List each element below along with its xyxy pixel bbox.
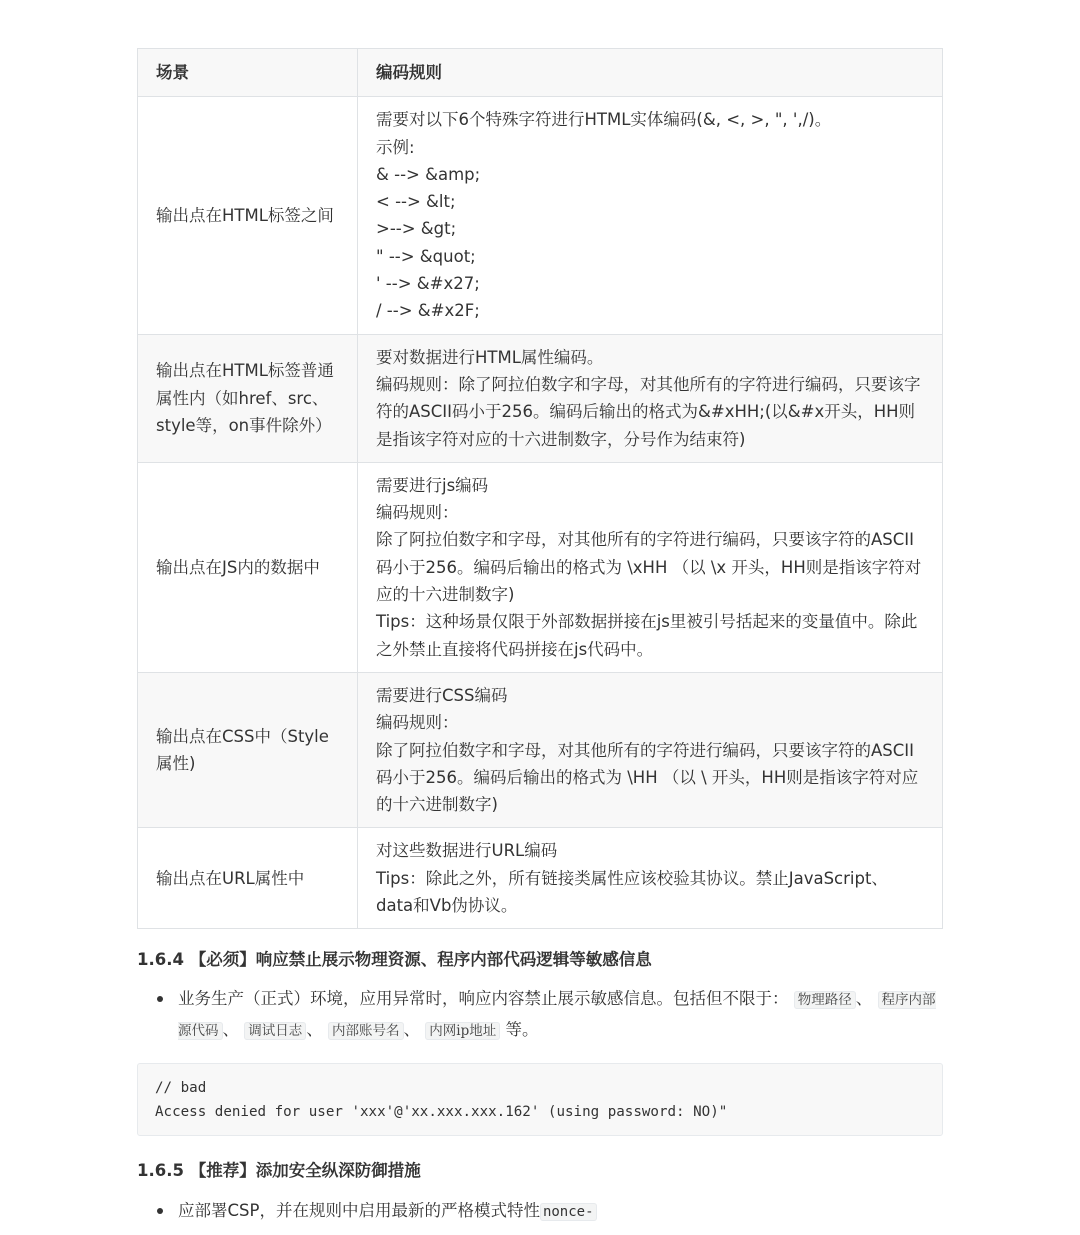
table-row <box>138 334 943 462</box>
rule-line: 除了阿拉伯数字和字母，对其他所有的字符进行编码，只要该字符的ASCII码小于256。编码后输出的格式为 \xHH （以 \x 开头，HH则是指该字符对应的十六进制数字) <box>376 530 922 605</box>
rule-line: 需要进行js编码 <box>376 475 489 495</box>
inline-code: 内网ip地址 <box>425 1022 500 1040</box>
rule-line: " --> &quot; <box>376 246 476 266</box>
separator: 、 <box>306 1020 323 1039</box>
bullet-list <box>137 1196 943 1227</box>
inline-code: nonce- <box>540 1203 597 1221</box>
table-row <box>138 672 943 827</box>
rule-line: & --> &amp; <box>376 164 481 184</box>
section-heading-1-6-4: 1.6.4 【必须】响应禁止展示物理资源、程序内部代码逻辑等敏感信息 <box>137 950 652 969</box>
rule-line: / --> &#x2F; <box>376 301 480 321</box>
scene-cell: 输出点在JS内的数据中 <box>138 462 358 672</box>
rule-line: Tips：这种场景仅限于外部数据拼接在js里被引号括起来的变量值中。除此之外禁止直接将代码拼接在js代码中。 <box>376 612 918 659</box>
bullet-text: 应部署CSP，并在规则中启用最新的严格模式特性 <box>178 1201 540 1220</box>
separator: 、 <box>222 1020 239 1039</box>
table-row <box>138 828 943 929</box>
rule-line: 要对数据进行HTML属性编码。 <box>376 347 604 367</box>
rule-cell <box>358 334 943 462</box>
bullet-text-end: 等。 <box>505 1020 539 1039</box>
inline-code: 内部账号名 <box>328 1022 404 1040</box>
rule-line: 需要进行CSS编码 <box>376 685 508 705</box>
rule-line: ' --> &#x27; <box>376 274 480 294</box>
header-encoding-rule: 编码规则 <box>358 49 943 97</box>
inline-code: 程序内部源代码 <box>178 992 936 1039</box>
code-block[interactable] <box>137 1063 943 1136</box>
code-line: // bad <box>155 1080 207 1096</box>
inline-code: 物理路径 <box>794 991 856 1009</box>
rule-cell <box>358 97 943 334</box>
rule-line: >--> &gt; <box>376 219 457 239</box>
bullet-dot <box>157 1208 163 1214</box>
list-item <box>137 1196 943 1227</box>
header-scene: 场景 <box>138 49 358 97</box>
inline-code: 调试日志 <box>244 1022 306 1040</box>
encoding-rules-table <box>137 48 943 929</box>
rule-cell <box>358 828 943 929</box>
scene-cell: 输出点在HTML标签之间 <box>138 97 358 334</box>
rule-cell <box>358 462 943 672</box>
bullet-list <box>137 984 943 1046</box>
scene-cell: 输出点在URL属性中 <box>138 828 358 929</box>
rule-line: 示例: <box>376 137 415 157</box>
separator: 、 <box>855 989 873 1008</box>
rule-line: 需要对以下6个特殊字符进行HTML实体编码(&, <, >, ", ',/)。 <box>376 110 832 130</box>
rule-line: 除了阿拉伯数字和字母，对其他所有的字符进行编码，只要该字符的ASCII码小于256。编码后输出的格式为 \HH （以 \ 开头，HH则是指该字符对应的十六进制数字) <box>376 740 919 815</box>
table-header-row <box>138 49 943 97</box>
scene-cell: 输出点在CSS中（Style属性) <box>138 672 358 827</box>
section-heading-1-6-5: 1.6.5 【推荐】添加安全纵深防御措施 <box>137 1161 421 1180</box>
list-item <box>137 984 943 1046</box>
table-row <box>138 97 943 334</box>
rule-line: 编码规则： <box>376 713 459 733</box>
rule-line: < --> &lt; <box>376 192 456 212</box>
rule-line: 对这些数据进行URL编码 <box>376 841 558 861</box>
bullet-text: 业务生产（正式）环境，应用异常时，响应内容禁止展示敏感信息。包括但不限于： <box>178 989 789 1008</box>
rule-line: 编码规则：除了阿拉伯数字和字母，对其他所有的字符进行编码，只要该字符的ASCII码小于256。编码后输出的格式为&#xHH;(以&#x开头，HH则是指该字符对应的十六进制数字，分号作为结束符) <box>376 374 921 449</box>
rule-cell <box>358 672 943 827</box>
table-row <box>138 462 943 672</box>
bullet-dot <box>157 996 163 1002</box>
separator: 、 <box>403 1020 420 1039</box>
rule-line: Tips：除此之外，所有链接类属性应该校验其协议。禁止JavaScript、data和Vb伪协议。 <box>376 868 888 916</box>
rule-line: 编码规则： <box>376 503 459 523</box>
scene-cell: 输出点在HTML标签普通属性内（如href、src、style等，on事件除外） <box>138 334 358 462</box>
code-line: Access denied for user 'xxx'@'xx.xxx.xxx.162' (using password: NO)" <box>155 1104 728 1120</box>
document-page <box>137 48 943 1220</box>
